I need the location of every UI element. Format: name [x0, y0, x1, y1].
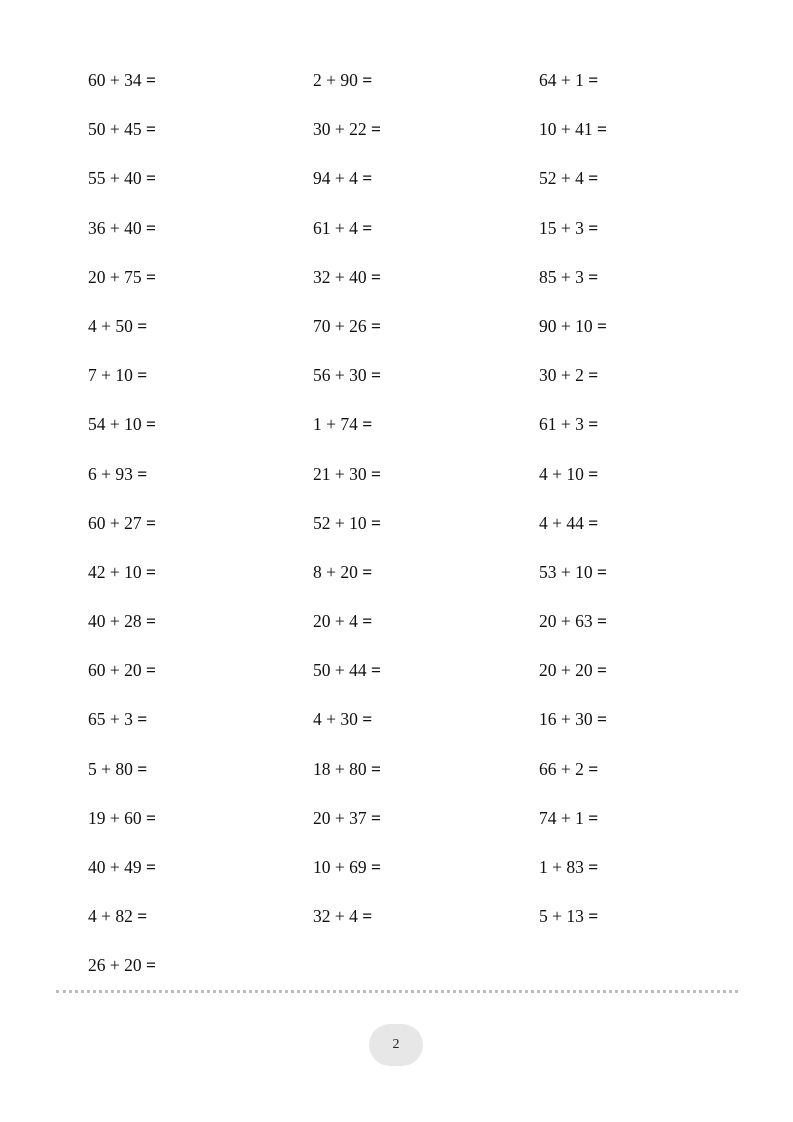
problem-expression: 20 + 20: [539, 660, 593, 681]
problem-expression: 6 + 93: [88, 463, 133, 484]
addition-problem: [313, 162, 513, 211]
problem-expression: 94 + 4: [313, 168, 358, 189]
addition-problem: [313, 802, 513, 851]
addition-problem: [313, 507, 513, 556]
problem-expression: 40 + 28: [88, 611, 142, 632]
equals-sign: =: [362, 906, 373, 927]
equals-sign: =: [588, 70, 599, 90]
problem-expression: 52 + 4: [539, 168, 584, 189]
problem-expression: 15 + 3: [539, 217, 584, 238]
equals-sign: =: [146, 807, 156, 828]
addition-problem: [88, 458, 288, 507]
addition-problem: [539, 703, 739, 752]
problem-expression: 26 + 20: [88, 955, 142, 976]
problem-expression: 1 + 74: [313, 414, 358, 435]
addition-problem: [88, 162, 288, 211]
problem-expression: 32 + 4: [313, 906, 358, 927]
problem-expression: 74 + 1: [539, 807, 584, 828]
problem-expression: 50 + 45: [88, 119, 142, 140]
problem-expression: 21 + 30: [313, 463, 367, 484]
equals-sign: =: [371, 512, 381, 533]
problem-expression: 32 + 40: [313, 266, 367, 287]
equals-sign: =: [588, 414, 599, 435]
equals-sign: =: [597, 315, 607, 336]
addition-problem: [539, 310, 739, 359]
addition-problem: [539, 64, 739, 113]
equals-sign: =: [362, 709, 373, 730]
equals-sign: =: [137, 315, 148, 336]
equals-sign: =: [597, 660, 607, 681]
problem-expression: 40 + 49: [88, 857, 142, 877]
equals-sign: =: [362, 70, 373, 90]
addition-problem: [313, 64, 513, 113]
addition-problem: [88, 654, 288, 703]
equals-sign: =: [588, 266, 599, 287]
addition-problem: [539, 507, 739, 556]
problem-expression: 4 + 50: [88, 315, 133, 336]
problem-expression: 20 + 63: [539, 611, 593, 632]
problem-expression: 1 + 83: [539, 857, 584, 877]
addition-problem: [313, 113, 513, 162]
addition-problem: [539, 851, 739, 900]
addition-problem: [88, 310, 288, 359]
problem-expression: 36 + 40: [88, 217, 142, 238]
addition-problem: [539, 900, 739, 949]
addition-problem: [313, 654, 513, 703]
addition-problem: [313, 458, 513, 507]
addition-problem: [313, 556, 513, 605]
equals-sign: =: [146, 414, 156, 435]
addition-problem: [539, 458, 739, 507]
problem-expression: 61 + 3: [539, 414, 584, 435]
equals-sign: =: [362, 611, 373, 632]
equals-sign: =: [371, 315, 381, 336]
problem-expression: 16 + 30: [539, 709, 593, 730]
equals-sign: =: [146, 561, 156, 582]
problem-expression: 70 + 26: [313, 315, 367, 336]
addition-problem: [313, 261, 513, 310]
equals-sign: =: [137, 906, 148, 927]
addition-problem: [313, 605, 513, 654]
problem-expression: 54 + 10: [88, 414, 142, 435]
problem-expression: 5 + 13: [539, 906, 584, 927]
addition-problem: [539, 556, 739, 605]
equals-sign: =: [146, 611, 156, 632]
problem-expression: 60 + 34: [88, 70, 142, 90]
equals-sign: =: [371, 807, 381, 828]
equals-sign: =: [137, 365, 148, 386]
problem-expression: 4 + 10: [539, 463, 584, 484]
equals-sign: =: [588, 365, 599, 386]
addition-problem: [88, 703, 288, 752]
equals-sign: =: [146, 512, 156, 533]
equals-sign: =: [597, 709, 607, 730]
problem-expression: 56 + 30: [313, 365, 367, 386]
problem-expression: 10 + 69: [313, 857, 367, 877]
equals-sign: =: [146, 955, 156, 976]
addition-problem: [539, 212, 739, 261]
addition-problem: [539, 802, 739, 851]
problem-expression: 18 + 80: [313, 758, 367, 779]
equals-sign: =: [146, 70, 156, 90]
footer-divider: [56, 990, 738, 993]
addition-problem: [88, 64, 288, 113]
problem-expression: 20 + 37: [313, 807, 367, 828]
addition-problem: [88, 507, 288, 556]
addition-problem: [88, 802, 288, 851]
problem-expression: 50 + 44: [313, 660, 367, 681]
problem-expression: 66 + 2: [539, 758, 584, 779]
problem-expression: 60 + 27: [88, 512, 142, 533]
addition-problem: [539, 359, 739, 408]
problem-expression: 4 + 44: [539, 512, 584, 533]
problem-expression: 90 + 10: [539, 315, 593, 336]
addition-problem: [88, 113, 288, 162]
addition-problem: [539, 605, 739, 654]
addition-problem: [539, 261, 739, 310]
problem-expression: 10 + 41: [539, 119, 593, 140]
addition-problem: [539, 654, 739, 703]
equals-sign: =: [371, 857, 381, 877]
addition-problem: [88, 408, 288, 457]
problem-column-1: [88, 64, 288, 999]
equals-sign: =: [362, 414, 373, 435]
problem-expression: 65 + 3: [88, 709, 133, 730]
addition-problem: [313, 900, 513, 949]
addition-problem: [539, 113, 739, 162]
equals-sign: =: [588, 857, 599, 877]
equals-sign: =: [597, 119, 607, 140]
equals-sign: =: [371, 266, 381, 287]
addition-problem: [313, 753, 513, 802]
equals-sign: =: [371, 463, 381, 484]
problem-expression: 52 + 10: [313, 512, 367, 533]
addition-problem: [88, 261, 288, 310]
addition-problem: [88, 900, 288, 949]
addition-problem: [539, 753, 739, 802]
addition-problem: [313, 359, 513, 408]
problem-expression: 20 + 75: [88, 266, 142, 287]
problem-expression: 30 + 22: [313, 119, 367, 140]
addition-problem: [88, 753, 288, 802]
problem-expression: 61 + 4: [313, 217, 358, 238]
equals-sign: =: [597, 561, 607, 582]
equals-sign: =: [137, 709, 148, 730]
equals-sign: =: [588, 217, 599, 238]
problem-expression: 85 + 3: [539, 266, 584, 287]
page-number-badge: 2: [369, 1024, 423, 1066]
addition-problem: [88, 556, 288, 605]
problem-expression: 60 + 20: [88, 660, 142, 681]
equals-sign: =: [362, 561, 373, 582]
equals-sign: =: [146, 119, 156, 140]
addition-problem: [313, 212, 513, 261]
equals-sign: =: [588, 758, 599, 779]
equals-sign: =: [137, 463, 148, 484]
equals-sign: =: [362, 168, 373, 189]
equals-sign: =: [146, 217, 156, 238]
equals-sign: =: [588, 512, 599, 533]
equals-sign: =: [146, 660, 156, 681]
equals-sign: =: [371, 758, 381, 779]
equals-sign: =: [597, 611, 607, 632]
addition-problem: [539, 162, 739, 211]
problem-expression: 7 + 10: [88, 365, 133, 386]
addition-problem: [313, 703, 513, 752]
problem-expression: 55 + 40: [88, 168, 142, 189]
equals-sign: =: [137, 758, 148, 779]
addition-problem: [88, 605, 288, 654]
addition-problem: [88, 359, 288, 408]
problem-expression: 4 + 30: [313, 709, 358, 730]
addition-problem: [313, 851, 513, 900]
problem-expression: 64 + 1: [539, 70, 584, 90]
problem-expression: 19 + 60: [88, 807, 142, 828]
equals-sign: =: [362, 217, 373, 238]
problem-column-3: [539, 64, 739, 949]
problem-expression: 2 + 90: [313, 70, 358, 90]
equals-sign: =: [371, 365, 381, 386]
problem-column-2: [313, 64, 513, 949]
problem-expression: 8 + 20: [313, 561, 358, 582]
addition-problem: [313, 408, 513, 457]
problem-expression: 20 + 4: [313, 611, 358, 632]
problem-expression: 4 + 82: [88, 906, 133, 927]
problem-expression: 30 + 2: [539, 365, 584, 386]
equals-sign: =: [588, 463, 599, 484]
problem-expression: 5 + 80: [88, 758, 133, 779]
equals-sign: =: [588, 906, 599, 927]
addition-problem: [88, 851, 288, 900]
equals-sign: =: [588, 807, 599, 828]
addition-problem: [88, 212, 288, 261]
equals-sign: =: [371, 660, 381, 681]
equals-sign: =: [371, 119, 381, 140]
problem-expression: 53 + 10: [539, 561, 593, 582]
addition-problem: [313, 310, 513, 359]
equals-sign: =: [146, 168, 156, 189]
equals-sign: =: [146, 857, 156, 877]
equals-sign: =: [146, 266, 156, 287]
equals-sign: =: [588, 168, 599, 189]
problem-expression: 42 + 10: [88, 561, 142, 582]
addition-problem: [539, 408, 739, 457]
